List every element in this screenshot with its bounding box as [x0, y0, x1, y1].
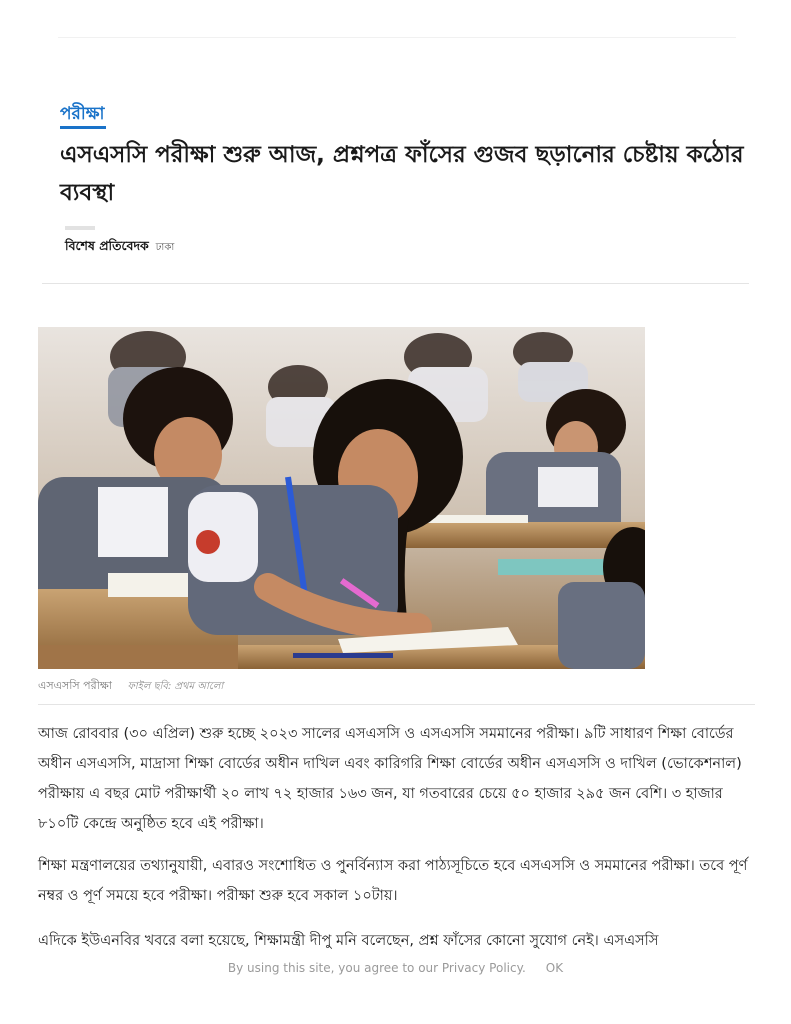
- consent-text: By using this site, you agree to our Privacy Policy.: [227, 961, 526, 975]
- top-divider: [58, 37, 736, 38]
- photo-credit: ফাইল ছবি: প্রথম আলো: [127, 681, 224, 692]
- category-link[interactable]: পরীক্ষা: [60, 104, 105, 124]
- cookie-consent-bar: [0, 953, 791, 983]
- body-paragraph-2: শিক্ষা মন্ত্রণালয়ের তথ্যানুযায়ী, এবারও সংশোধিত ও পুনর্বিন্যাস করা পাঠ্যসূচিতে হবে এসএসসি ও সমমানের পরীক্ষা। তবে পূর্ণ নম্বর ও পূর্ণ সময়ে হবে পরীক্ষা। পরীক্ষা শুরু হবে সকাল ১০টায়।: [38, 858, 748, 904]
- article-headline: এসএসসি পরীক্ষা শুরু আজ, প্রশ্নপত্র ফাঁসের গুজব ছড়ানোর চেষ্টায় কঠোর ব্যবস্থা: [60, 142, 744, 206]
- body-paragraph-3: এদিকে ইউএনবির খবরে বলা হয়েছে, শিক্ষামন্ত্রী দীপু মনি বলেছেন, প্রশ্ন ফাঁসের কোনো সুযোগ নেই। এসএসসি: [38, 933, 659, 949]
- caption-divider: [38, 704, 755, 705]
- header-divider: [42, 283, 749, 284]
- category-underline: [60, 126, 106, 129]
- article-photo: [38, 327, 645, 669]
- photo-caption: [38, 677, 223, 696]
- author-name[interactable]: বিশেষ প্রতিবেদক: [65, 238, 149, 253]
- byline: [65, 238, 174, 258]
- author-accent-bar: [65, 226, 95, 230]
- exam-hall-photo: [38, 327, 645, 669]
- caption-text: এসএসসি পরীক্ষা: [38, 679, 112, 692]
- author-location: ঢাকা: [155, 242, 175, 253]
- consent-ok-button[interactable]: OK: [545, 961, 564, 975]
- body-paragraph-1: আজ রোববার (৩০ এপ্রিল) শুরু হচ্ছে ২০২৩ সালের এসএসসি ও এসএসসি সমমানের পরীক্ষা। ৯টি সাধারণ শিক্ষা বোর্ডের অধীন এসএসসি, মাদ্রাসা শিক্ষা বোর্ডের অধীন দাখিল এবং কারিগরি শিক্ষা বোর্ডের অধীন এসএসসি ও দাখিল (ভোকেশনাল) পরীক্ষায় এ বছর মোট পরীক্ষার্থী ২০ লাখ ৭২ হাজার ১৬৩ জন, যা গতবারের চেয়ে ৫০ হাজার ২৯৫ জন বেশি। ৩ হাজার ৮১০টি কেন্দ্রে অনুষ্ঠিত হবে এই পরীক্ষা।: [38, 726, 742, 832]
